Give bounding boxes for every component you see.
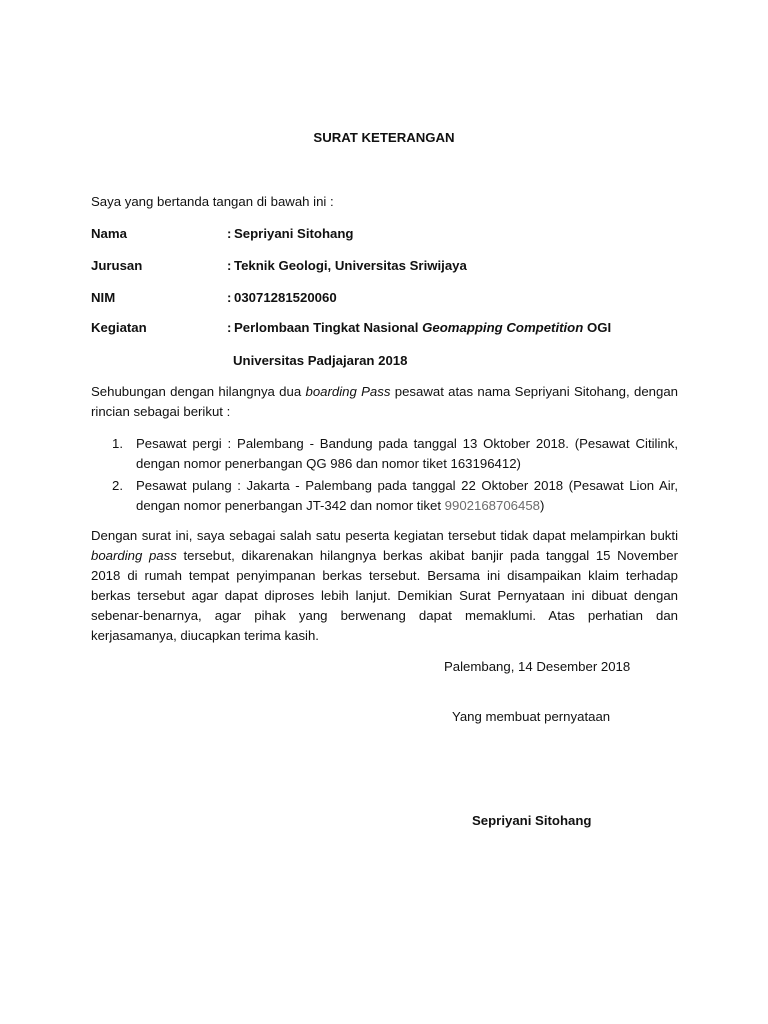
paragraph-text: Sehubungan dengan hilangnya dua bbox=[91, 384, 306, 399]
ticket-number: 9902168706458 bbox=[444, 498, 541, 513]
paragraph-statement bbox=[91, 526, 678, 646]
field-separator: : bbox=[227, 290, 232, 305]
field-value: 03071281520060 bbox=[234, 290, 337, 305]
signer-role: Yang membuat pernyataan bbox=[452, 709, 611, 724]
paragraph-italic: boarding pass bbox=[91, 548, 177, 563]
field-value: Teknik Geologi, Universitas Sriwijaya bbox=[234, 258, 467, 273]
paragraph-circumstance bbox=[91, 382, 678, 422]
list-text: Pesawat pergi : Palembang - Bandung pada tanggal 13 Oktober 2018. (Pesawat Citilink, dengan nomor penerbangan QG 986 dan nomor tiket 163196412) bbox=[136, 436, 678, 471]
signer-name: Sepriyani Sitohang bbox=[472, 813, 592, 828]
list-item bbox=[91, 476, 678, 516]
field-value: Sepriyani Sitohang bbox=[234, 226, 354, 241]
field-label: Jurusan bbox=[91, 258, 143, 273]
document-title: SURAT KETERANGAN bbox=[313, 130, 455, 145]
list-number: 2. bbox=[112, 478, 123, 493]
field-value-part: OGI bbox=[583, 320, 612, 335]
list-item bbox=[91, 434, 678, 474]
intro-text: Saya yang bertanda tangan di bawah ini : bbox=[91, 194, 334, 209]
field-value-part: Perlombaan Tingkat Nasional bbox=[234, 320, 423, 335]
field-value bbox=[234, 318, 611, 338]
paragraph-text: Dengan surat ini, saya sebagai salah satu peserta kegiatan tersebut tidak dapat melampirkan bukti bbox=[91, 528, 678, 543]
place-date: Palembang, 14 Desember 2018 bbox=[444, 659, 631, 674]
field-label: Kegiatan bbox=[91, 320, 147, 335]
paragraph-italic: boarding Pass bbox=[305, 384, 391, 399]
paragraph-text: pesawat atas nama Sepriyani Sitohang, dengan rincian sebagai berikut : bbox=[91, 384, 678, 419]
list-text: ) bbox=[540, 498, 545, 513]
field-separator: : bbox=[227, 226, 232, 241]
list-text: Pesawat pulang : Jakarta - Palembang pada tanggal 22 Oktober 2018 (Pesawat Lion Air, dengan nomor penerbangan JT-342 dan nomor tiket bbox=[136, 478, 678, 513]
flight-list bbox=[91, 434, 678, 518]
paragraph-text: tersebut, dikarenakan hilangnya berkas akibat banjir pada tanggal 15 November 2018 di rumah tempat penyimpanan berkas tersebut. Bersama ini disampaikan klaim terhadap berkas tersebut agar dapat diproses lebih lanjut. Demikian Surat Pernyataan ini dibuat dengan sebenar-benarnya, agar pihak yang berwenang dapat memaklumi. Atas perhatian dan kerjasamanya, diucapkan terima kasih. bbox=[91, 548, 678, 643]
field-label: Nama bbox=[91, 226, 127, 241]
field-label: NIM bbox=[91, 290, 116, 305]
field-value-italic: Geomapping Competition bbox=[422, 320, 584, 335]
field-separator: : bbox=[227, 320, 232, 335]
list-number: 1. bbox=[112, 436, 123, 451]
field-separator: : bbox=[227, 258, 232, 273]
field-value-continuation: Universitas Padjajaran 2018 bbox=[233, 353, 408, 368]
